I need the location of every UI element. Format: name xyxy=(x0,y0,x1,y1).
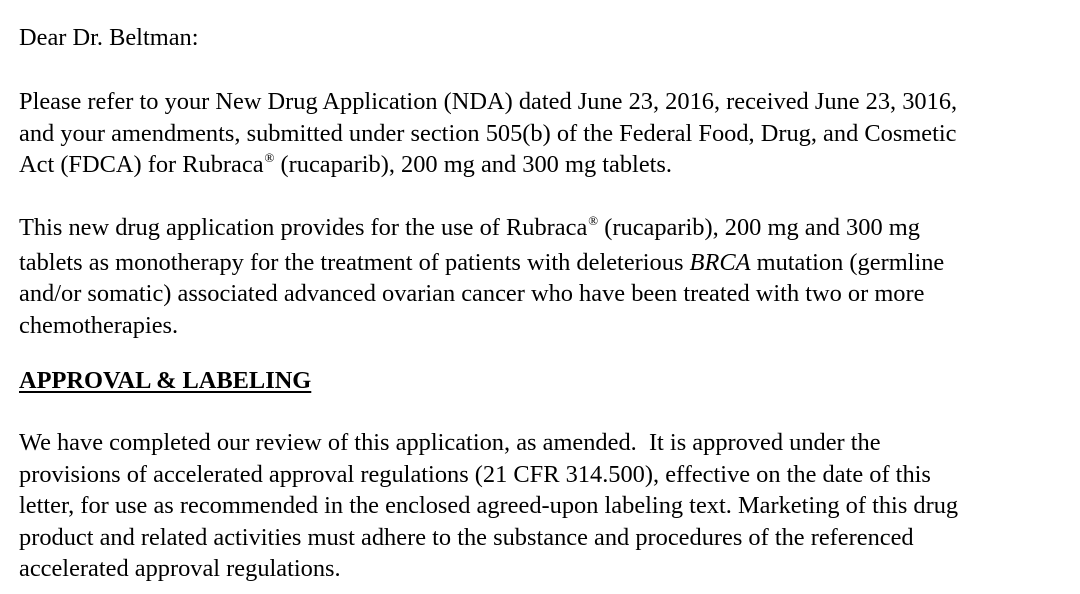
paragraph-line: provisions of accelerated approval regulations (21 CFR 314.500), effective on the date of this xyxy=(19,460,931,488)
paragraph-line: We have completed our review of this application, as amended. It is approved under the xyxy=(19,429,881,456)
section-heading xyxy=(19,365,1069,397)
text-segment: mutation (germline xyxy=(750,248,945,276)
paragraph-line: letter, for use as recommended in the enclosed agreed-upon labeling text. Marketing of this drug xyxy=(19,492,959,519)
salutation xyxy=(19,22,1069,54)
paragraph-approval xyxy=(19,427,1069,585)
text-segment: This new drug application provides for the use of Rubraca xyxy=(19,214,588,241)
registered-trademark-symbol: ® xyxy=(264,150,275,165)
section-heading-text: APPROVAL & LABELING xyxy=(19,367,312,394)
text-segment: Act (FDCA) for Rubraca xyxy=(19,151,264,178)
paragraph-line: Please refer to your New Drug Application (NDA) dated June 23, 2016, received June 23, 3016, xyxy=(19,88,958,115)
paragraph-line xyxy=(19,212,1069,247)
paragraph-line: and your amendments, submitted under section 505(b) of the Federal Food, Drug, and Cosmetic xyxy=(19,119,957,147)
text-segment: (rucaparib), 200 mg and 300 mg xyxy=(598,214,920,241)
text-segment: (rucaparib), 200 mg and 300 mg tablets. xyxy=(274,151,673,178)
paragraph-application-scope xyxy=(19,212,1069,341)
salutation-text: Dear Dr. Beltman: xyxy=(19,24,199,51)
registered-trademark-symbol: ® xyxy=(588,213,599,228)
paragraph-line: and/or somatic) associated advanced ovarian cancer who have been treated with two or more xyxy=(19,280,925,307)
paragraph-line: chemotherapies. xyxy=(19,311,179,339)
paragraph-line: product and related activities must adhere to the substance and procedures of the referenced xyxy=(19,523,914,551)
gene-name-italic: BRCA xyxy=(689,248,751,276)
paragraph-line xyxy=(19,149,1069,184)
paragraph-line xyxy=(19,247,1069,279)
text-segment: tablets as monotherapy for the treatment of patients with deleterious xyxy=(19,248,690,276)
paragraph-line: accelerated approval regulations. xyxy=(19,555,341,582)
paragraph-nda-reference xyxy=(19,86,1069,184)
